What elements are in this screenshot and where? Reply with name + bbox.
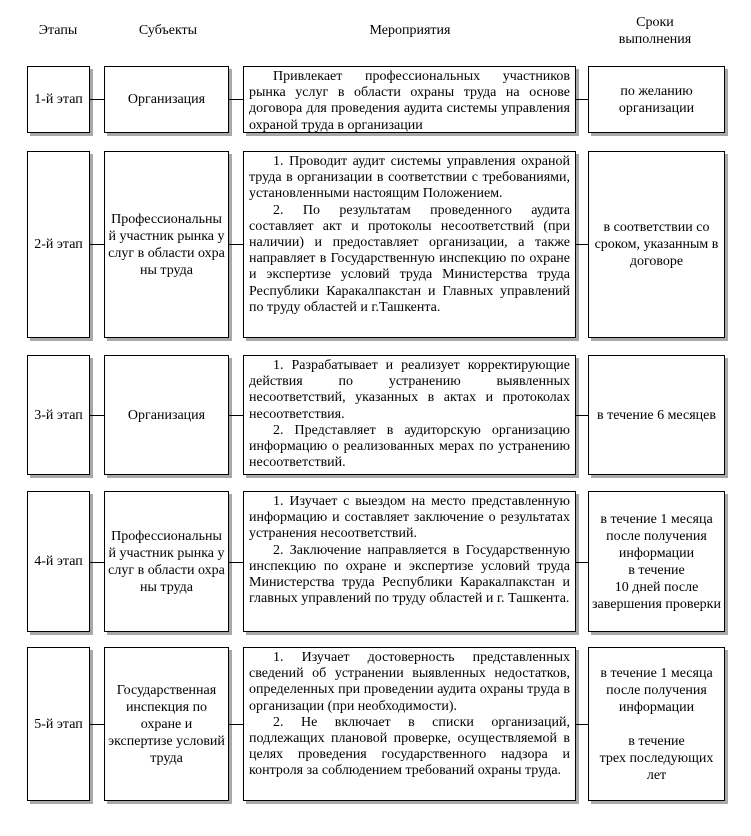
activity-item: Привлекает профессиональных участников рынка услуг в области охраны труда на основе договора для проведения аудита системы управления охраной труда в организации xyxy=(249,69,570,133)
connector xyxy=(229,724,243,725)
stage-label: 2-й этап xyxy=(34,237,83,252)
stage-label: 4-й этап xyxy=(34,554,83,569)
connector xyxy=(576,99,588,100)
subject-label: Профессиональный участник рынка услуг в области охраны труда xyxy=(108,528,225,595)
activity-item: 2. Представляет в аудиторскую организацию информацию о реализованных мерах по устранению несоответствий. xyxy=(249,422,570,471)
activity-text xyxy=(243,151,576,338)
activity-item: 1. Изучает достоверность представленных сведений об устранении выявленных недостатков, определенных при проведении аудита охраны труда в организации (при необходимости). xyxy=(249,650,570,714)
connector xyxy=(229,562,243,563)
connector xyxy=(90,99,104,100)
activity-text xyxy=(243,355,576,475)
header-subjects: Субъекты xyxy=(138,23,198,38)
term-label: по желанию организации xyxy=(618,83,695,116)
connector xyxy=(90,724,104,725)
connector xyxy=(229,99,243,100)
connector xyxy=(90,244,104,245)
header-stages: Этапы xyxy=(38,23,78,38)
activity-item: 1. Проводит аудит системы управления охраной труда в организации в соответствии с требованиями, установленными настоящим Положением. xyxy=(249,154,570,202)
header-terms: Сроки выполнения xyxy=(618,15,692,47)
subject-label: Профессиональный участник рынка услуг в области охраны труда xyxy=(108,211,225,278)
stage-label: 3-й этап xyxy=(34,407,83,423)
activity-item: 1. Разрабатывает и реализует корректирующие действия по устранению выявленных несоответствий, указанных в актах и протоколах несоответствия. xyxy=(249,358,570,422)
connector xyxy=(229,244,243,245)
term-label: в течение 1 месяца после получения информации в течение 10 дней после завершения проверки xyxy=(592,511,721,612)
term-label: в соответствии со сроком, указанным в договоре xyxy=(594,220,719,269)
activity-item: 2. По результатам проведенного аудита составляет акт и протоколы несоответствий (при наличии) и предоставляет организации, а также направляет в Государственную инспекцию по охране и экспертизе условий труда Министерства труда Республики Каракалпакстан и Главных управлений по труду областей и г.Ташкента. xyxy=(249,202,570,315)
activity-text xyxy=(243,66,576,133)
activity-text xyxy=(243,491,576,632)
connector xyxy=(576,562,588,563)
subject-label: Организация xyxy=(127,92,206,107)
stage-label: 5-й этап xyxy=(34,716,83,732)
term-label: в течение 6 месяцев xyxy=(597,407,716,423)
term-label: в течение 1 месяца после получения информации в течение трех последующих лет xyxy=(599,665,714,783)
connector xyxy=(576,244,588,245)
header-activities: Мероприятия xyxy=(369,23,451,38)
connector xyxy=(576,724,588,725)
activity-item: 1. Изучает с выездом на место представленную информацию и составляет заключение о результатах устранения несоответствий. xyxy=(249,494,570,542)
connector xyxy=(229,415,243,416)
activity-text xyxy=(243,647,576,801)
activity-item: 2. Заключение направляется в Государственную инспекцию по охране и экспертизе условий труда Министерства труда Республики Каракалпакстан и главных управлений по труду областей и г. Ташкента. xyxy=(249,542,570,607)
stage-label: 1-й этап xyxy=(34,92,83,107)
subject-label: Государственная инспекция по охране и экспертизе условий труда xyxy=(108,682,225,766)
subject-label: Организация xyxy=(127,407,206,423)
connector xyxy=(90,415,104,416)
activity-item: 2. Не включает в списки организаций, подлежащих плановой проверке, осуществляемой в целях проведения государственного надзора и контроля за соблюдением требований охраны труда. xyxy=(249,714,570,779)
connector xyxy=(576,415,588,416)
connector xyxy=(90,562,104,563)
